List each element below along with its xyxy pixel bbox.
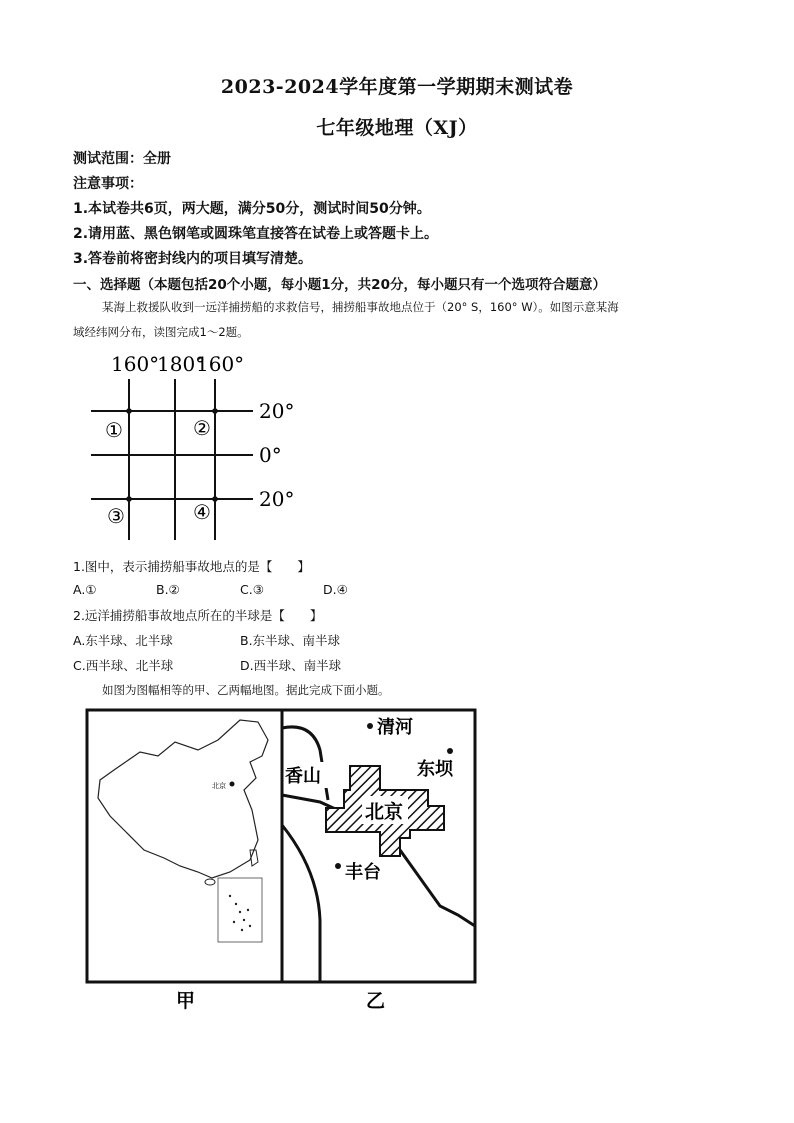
intro-line-1: 某海上救援队收到一远洋捕捞船的求救信号，捕捞船事故地点位于（20° S，160° W）。如图示意某海 xyxy=(102,300,619,314)
fengtai-dot xyxy=(335,863,341,869)
two-maps-figure xyxy=(80,700,485,1018)
map-jia-frame xyxy=(87,710,282,982)
exam-title: 2023-2024学年度第一学期期末测试卷 xyxy=(220,76,574,98)
grid-point xyxy=(212,496,218,502)
point-label-4: ④ xyxy=(193,500,211,524)
note-item-3: 3.答卷前将密封线内的项目填写清楚。 xyxy=(73,251,313,267)
question-2-stem: 2.远洋捕捞船事故地点所在的半球是【 】 xyxy=(73,608,323,623)
q1-option-d: D.④ xyxy=(323,582,348,597)
xiangshan-label: 香山 xyxy=(285,766,321,787)
lat-label-20-south: 20° xyxy=(259,487,295,511)
lat-label-0: 0° xyxy=(259,443,282,467)
notes-heading: 注意事项： xyxy=(73,176,143,192)
beijing-dot xyxy=(230,782,235,787)
lat-label-20-north: 20° xyxy=(259,399,295,423)
grid-point xyxy=(126,496,132,502)
q2-option-c: C.西半球、北半球 xyxy=(73,658,174,673)
q1-option-b: B.② xyxy=(156,582,180,597)
exam-subtitle: 七年级地理（XJ） xyxy=(316,117,478,139)
fengtai-label: 丰台 xyxy=(345,862,381,883)
q2-option-d: D.西半球、南半球 xyxy=(240,658,342,673)
caption-jia: 甲 xyxy=(176,990,196,1012)
qinghe-label: 清河 xyxy=(377,717,413,738)
map-intro: 如图为图幅相等的甲、乙两幅地图。据此完成下面小题。 xyxy=(102,683,390,697)
lon-label-160-west: 160° xyxy=(111,352,160,376)
point-label-2: ② xyxy=(193,416,211,440)
point-label-3: ③ xyxy=(107,504,125,528)
beijing-label: 北京 xyxy=(365,801,404,823)
question-1-stem: 1.图中，表示捕捞船事故地点的是【 】 xyxy=(73,559,310,574)
section-heading: 一、选择题（本题包括20个小题，每小题1分，共20分，每小题只有一个选项符合题意） xyxy=(73,277,606,293)
note-item-1: 1.本试卷共6页，两大题，满分50分，测试时间50分钟。 xyxy=(73,201,431,217)
note-item-2: 2.请用蓝、黑色钢笔或圆珠笔直接答在试卷上或答题卡上。 xyxy=(73,226,439,242)
dongba-label: 东坝 xyxy=(417,759,453,780)
lon-label-160-east: 160° xyxy=(196,352,245,376)
q1-option-c: C.③ xyxy=(240,582,264,597)
q2-option-a: A.东半球、北半球 xyxy=(73,633,173,648)
q2-option-b: B.东半球、南半球 xyxy=(240,633,341,648)
point-label-1: ① xyxy=(105,418,123,442)
caption-yi: 乙 xyxy=(366,990,386,1012)
q1-option-a: A.① xyxy=(73,582,97,597)
qinghe-dot xyxy=(367,723,373,729)
grid-point xyxy=(212,408,218,414)
china-capital-label: 北京 xyxy=(212,782,226,790)
intro-line-2: 域经纬网分布，读图完成1～2题。 xyxy=(73,325,249,339)
dongba-dot xyxy=(447,748,453,754)
lat-long-grid-figure xyxy=(85,345,305,545)
test-scope: 测试范围：全册 xyxy=(73,151,171,167)
grid-point xyxy=(126,408,132,414)
lon-label-180: 180° xyxy=(157,352,206,376)
map-yi-frame xyxy=(282,710,475,982)
